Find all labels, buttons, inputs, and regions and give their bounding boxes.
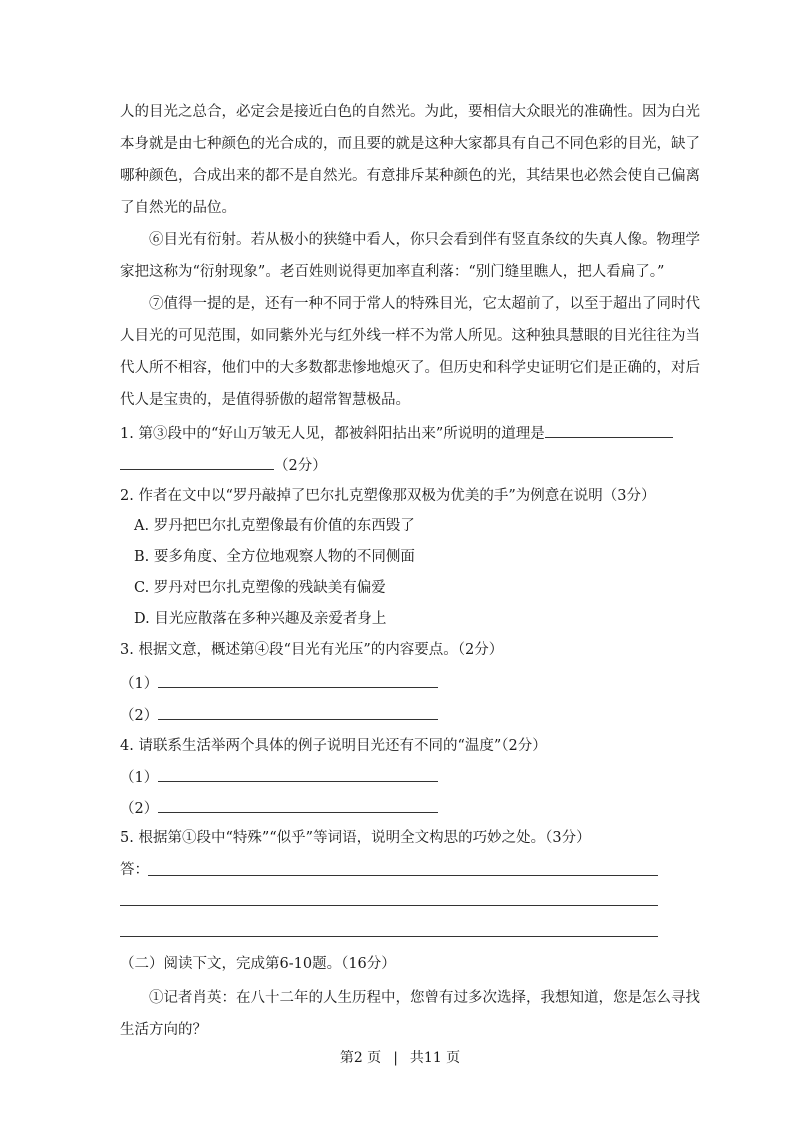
answer-line[interactable] xyxy=(148,875,658,876)
answer-blank[interactable] xyxy=(158,766,438,782)
option-b[interactable]: B. 要多角度、全方位地观察人物的不同侧面 xyxy=(134,549,415,565)
passage-line: 人目光的可见范围，如同紫外光与红外线一样不为常人所见。这种独具慧眼的目光往往为当 xyxy=(120,328,700,344)
option-a[interactable]: A. 罗丹把巴尔扎克塑像最有价值的东西毁了 xyxy=(134,518,415,534)
footer-separator: | xyxy=(393,1050,398,1066)
question-1-continued xyxy=(120,454,680,476)
item-label: （1） xyxy=(120,676,159,692)
option-c[interactable]: C. 罗丹对巴尔扎克塑像的残缺美有偏爱 xyxy=(134,580,386,596)
answer-blank[interactable] xyxy=(120,454,274,470)
passage-line: 人的目光之总合，必定会是接近白色的自然光。为此，要相信大众眼光的准确性。因为白光 xyxy=(120,104,700,120)
passage-line: ⑥目光有衍射。若从极小的狭缝中看人，你只会看到伴有竖直条纹的失真人像。物理学 xyxy=(149,232,700,248)
answer-blank[interactable] xyxy=(158,704,438,720)
passage-line: ①记者肖英：在八十二年的人生历程中，您曾有过多次选择，我想知道，您是怎么寻找 xyxy=(149,990,700,1006)
item-label: （1） xyxy=(120,770,159,786)
item-label: （2） xyxy=(120,801,159,817)
passage-line: ⑦值得一提的是，还有一种不同于常人的特殊目光，它太超前了，以至于超出了同时代 xyxy=(149,296,700,312)
passage-line: 代人所不相容，他们中的大多数都悲惨地熄灭了。但历史和科学史证明它们是正确的，对后 xyxy=(120,360,700,376)
passage-line: 家把这称为“衍射现象”。老百姓则说得更加率直利落：“别门缝里瞧人，把人看扁了。” xyxy=(120,264,665,280)
answer-blank[interactable] xyxy=(158,672,438,688)
item-label: （2） xyxy=(120,708,159,724)
question-4-item-1 xyxy=(120,766,680,788)
answer-blank[interactable] xyxy=(158,797,438,813)
passage-line: 哪种颜色，合成出来的都不是自然光。有意排斥某种颜色的光，其结果也必然会使自己偏离 xyxy=(120,168,700,184)
question-4-item-2 xyxy=(120,797,680,819)
page-footer xyxy=(0,1048,800,1068)
question-1-text: 1. 第③段中的“好山万皱无人见，都被斜阳拈出来”所说明的道理是 xyxy=(120,426,545,442)
question-5: 5. 根据第①段中“特殊”“似乎”等词语，说明全文构思的巧妙之处。（3分） xyxy=(120,830,591,846)
question-3-item-2 xyxy=(120,704,680,726)
passage-line: 了自然光的品位。 xyxy=(120,200,236,216)
question-2: 2. 作者在文中以“罗丹敲掉了巴尔扎克塑像那双极为优美的手”为例意在说明（3分） xyxy=(120,488,656,504)
question-3: 3. 根据文意，概述第④段“目光有光压”的内容要点。（2分） xyxy=(120,642,504,658)
page-number: 第2 页 xyxy=(339,1050,382,1066)
passage-line: 代人是宝贵的，是值得骄傲的超常智慧极品。 xyxy=(120,392,410,408)
question-3-item-1 xyxy=(120,672,680,694)
answer-label: 答： xyxy=(120,862,149,878)
answer-blank[interactable] xyxy=(545,422,673,438)
question-4: 4. 请联系生活举两个具体的例子说明目光还有不同的“温度”（2分） xyxy=(120,738,547,754)
answer-line[interactable] xyxy=(120,936,658,937)
page-total: 共11 页 xyxy=(409,1050,461,1066)
passage-line: 生活方向的？ xyxy=(120,1022,207,1038)
option-d[interactable]: D. 目光应散落在多种兴趣及亲爱者身上 xyxy=(134,611,387,627)
question-1 xyxy=(120,422,680,444)
section-2-heading: （二）阅读下文，完成第6-10题。（16分） xyxy=(120,956,396,972)
answer-line[interactable] xyxy=(120,905,658,906)
passage-line: 本身就是由七种颜色的光合成的，而且要的就是这种大家都具有自己不同色彩的目光，缺了 xyxy=(120,136,700,152)
question-1-score: （2分） xyxy=(274,458,327,474)
